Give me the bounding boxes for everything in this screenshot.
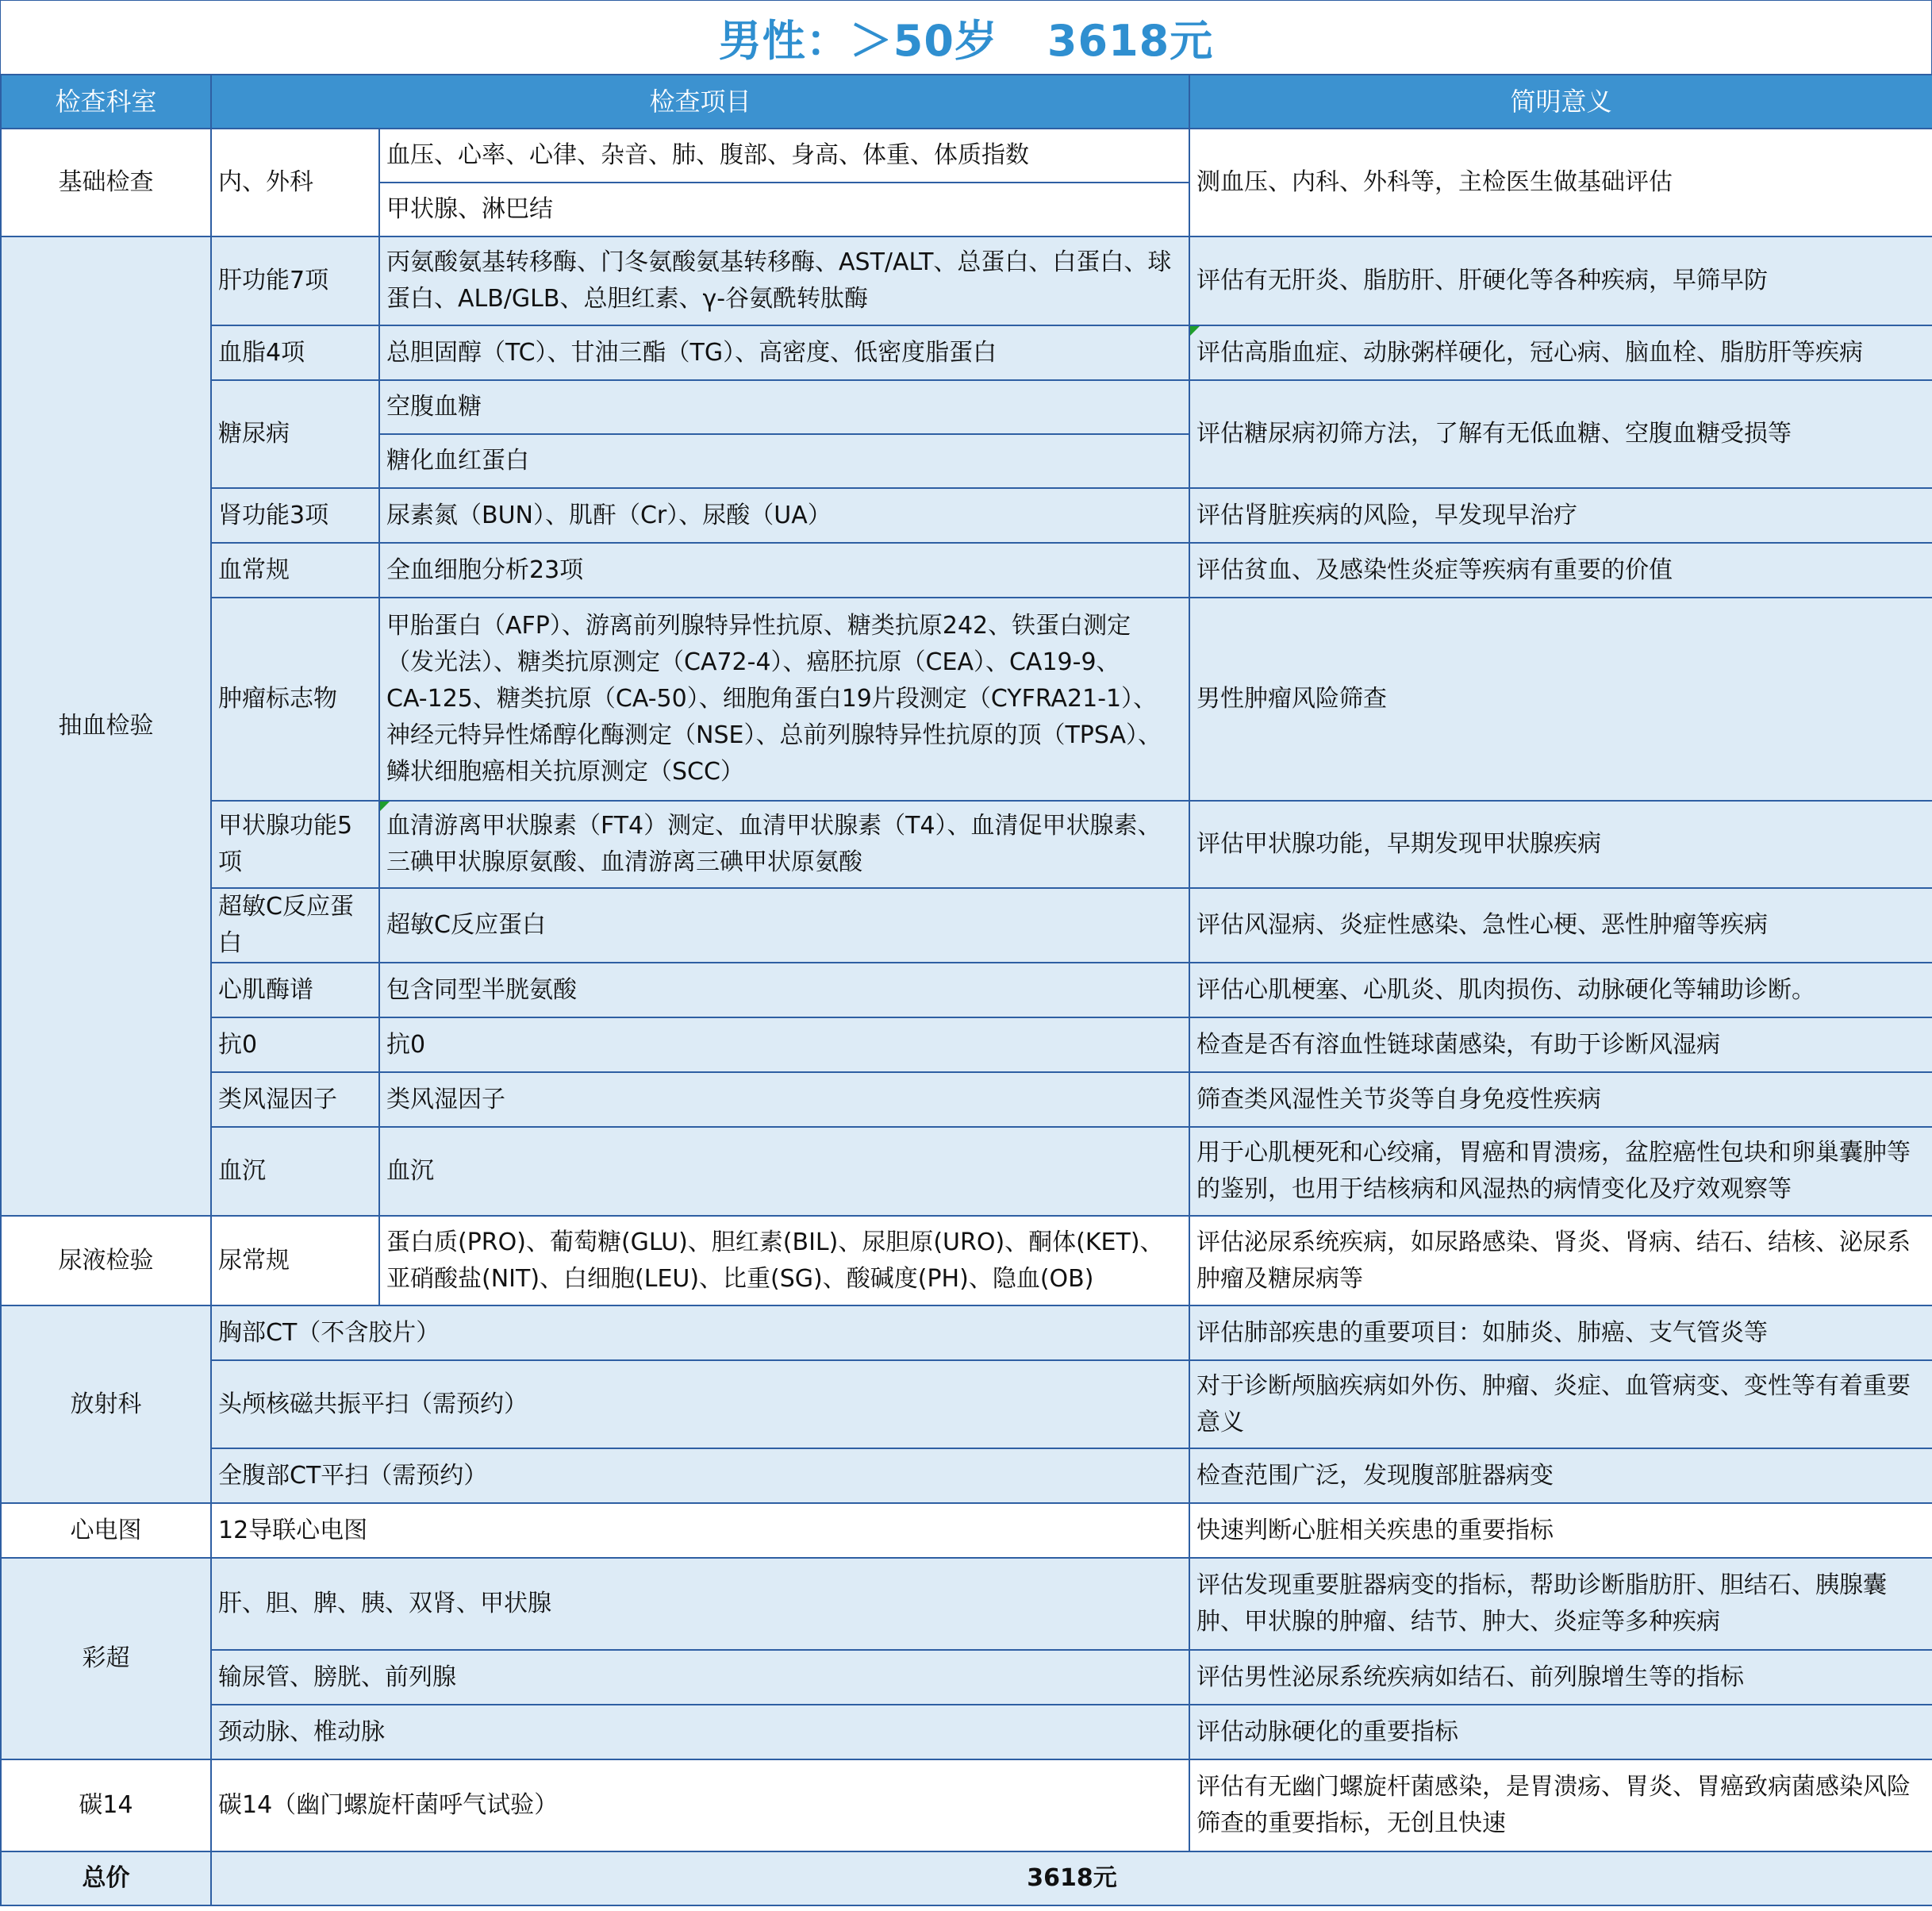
meaning-cell: 对于诊断颅脑疾病如外伤、肿瘤、炎症、血管病变、变性等有着重要意义 [1189,1360,1932,1448]
table-row [1,963,1932,1017]
sub-cell: 血常规 [211,543,379,598]
meaning-cell: 评估发现重要脏器病变的指标，帮助诊断脂肪肝、胆结石、胰腺囊肿、甲状腺的肿瘤、结节、肿大、炎症等多种疾病 [1189,1558,1932,1650]
header-dept: 检查科室 [1,75,211,129]
title-price: 3618元 [1047,16,1214,66]
item-cell: 血压、心率、心律、杂音、肺、腹部、身高、体重、体质指数 [379,129,1189,183]
tumor-line: （发光法）、糖类抗原测定（CA72-4）、癌胚抗原（CEA）、CA19-9、 [386,648,1120,676]
meaning-cell: 评估高脂血症、动脉粥样硬化，冠心病、脑血栓、脂肪肝等疾病 [1189,325,1932,380]
sub-cell: 肾功能3项 [211,488,379,543]
dept-cell: 彩超 [1,1558,211,1759]
sub-cell: 血脂4项 [211,325,379,380]
table-row [1,1558,1932,1650]
item-cell: 丙氨酸氨基转移酶、门冬氨酸氨基转移酶、AST/ALT、总蛋白、白蛋白、球蛋白、ALB/GLB、总胆红素、γ-谷氨酰转肽酶 [379,236,1189,325]
sub-cell: 类风湿因子 [211,1072,379,1127]
meaning-cell: 男性肿瘤风险筛查 [1189,598,1932,801]
item-cell: 碳14（幽门螺旋杆菌呼气试验） [211,1759,1189,1851]
table-row [1,1503,1932,1558]
table-row [1,325,1932,380]
table-row [1,380,1932,434]
tumor-line: 鳞状细胞癌相关抗原测定（SCC） [386,758,744,786]
item-cell: 糖化血红蛋白 [379,434,1189,488]
sub-cell: 糖尿病 [211,380,379,488]
tumor-line: 神经元特异性烯醇化酶测定（NSE）、总前列腺特异性抗原的顶（TPSA）、 [386,721,1162,749]
sub-cell: 肝功能7项 [211,236,379,325]
meaning-cell: 评估肾脏疾病的风险，早发现早治疗 [1189,488,1932,543]
item-cell: 胸部CT（不含胶片） [211,1305,1189,1360]
meaning-cell: 评估肺部疾患的重要项目：如肺炎、肺癌、支气管炎等 [1189,1305,1932,1360]
item-cell: 空腹血糖 [379,380,1189,434]
total-row [1,1851,1932,1905]
table-row [1,1127,1932,1216]
meaning-cell: 评估甲状腺功能，早期发现甲状腺疾病 [1189,801,1932,888]
dept-cell: 基础检查 [1,129,211,236]
table-row [1,1448,1932,1503]
meaning-cell: 筛查类风湿性关节炎等自身免疫性疾病 [1189,1072,1932,1127]
meaning-cell: 检查是否有溶血性链球菌感染，有助于诊断风湿病 [1189,1017,1932,1072]
total-value: 3618元 [211,1851,1932,1905]
meaning-cell: 评估贫血、及感染性炎症等疾病有重要的价值 [1189,543,1932,598]
meaning-cell: 评估风湿病、炎症性感染、急性心梗、恶性肿瘤等疾病 [1189,888,1932,963]
meaning-cell: 评估动脉硬化的重要指标 [1189,1705,1932,1759]
title-main: 男性：＞50岁 [718,16,998,66]
table-row [1,129,1932,183]
dept-cell: 抽血检验 [1,236,211,1216]
item-cell: 蛋白质(PRO)、葡萄糖(GLU)、胆红素(BIL)、尿胆原(URO)、酮体(KET)、亚硝酸盐(NIT)、白细胞(LEU)、比重(SG)、酸碱度(PH)、隐血(OB) [379,1216,1189,1305]
header-item: 检查项目 [211,75,1189,129]
total-label: 总价 [1,1851,211,1905]
tumor-line: CA-125、糖类抗原（CA-50）、细胞角蛋白19片段测定（CYFRA21-1）、 [386,685,1158,713]
item-cell: 颈动脉、椎动脉 [211,1705,1189,1759]
meaning-cell: 评估有无幽门螺旋杆菌感染，是胃溃疡、胃炎、胃癌致病菌感染风险筛查的重要指标，无创且快速 [1189,1759,1932,1851]
item-cell: 包含同型半胱氨酸 [379,963,1189,1017]
item-cell: 血沉 [379,1127,1189,1216]
header-row [1,75,1932,129]
sub-cell: 尿常规 [211,1216,379,1305]
sub-cell: 超敏C反应蛋白 [211,888,379,963]
table-row [1,1650,1932,1705]
sub-cell: 血沉 [211,1127,379,1216]
item-cell: 类风湿因子 [379,1072,1189,1127]
table-row [1,543,1932,598]
item-cell: 抗0 [379,1017,1189,1072]
table-row [1,1360,1932,1448]
dept-cell: 放射科 [1,1305,211,1503]
sub-cell: 抗0 [211,1017,379,1072]
sub-cell: 肿瘤标志物 [211,598,379,801]
item-cell: 全腹部CT平扫（需预约） [211,1448,1189,1503]
sub-cell: 心肌酶谱 [211,963,379,1017]
sub-cell: 内、外科 [211,129,379,236]
item-cell: 输尿管、膀胱、前列腺 [211,1650,1189,1705]
item-cell: 肝、胆、脾、胰、双肾、甲状腺 [211,1558,1189,1650]
table-row [1,888,1932,963]
item-cell: 尿素氮（BUN）、肌酐（Cr）、尿酸（UA） [379,488,1189,543]
item-cell: 总胆固醇（TC）、甘油三酯（TG）、高密度、低密度脂蛋白 [379,325,1189,380]
item-cell: 全血细胞分析23项 [379,543,1189,598]
table-row [1,1017,1932,1072]
table-row [1,598,1932,801]
meaning-cell: 评估有无肝炎、脂肪肝、肝硬化等各种疾病，早筛早防 [1189,236,1932,325]
table-row [1,1305,1932,1360]
item-cell: 甲状腺、淋巴结 [379,183,1189,236]
meaning-cell: 检查范围广泛，发现腹部脏器病变 [1189,1448,1932,1503]
item-cell: 头颅核磁共振平扫（需预约） [211,1360,1189,1448]
table-row [1,1216,1932,1305]
table-row [1,1072,1932,1127]
meaning-cell: 评估泌尿系统疾病，如尿路感染、肾炎、肾病、结石、结核、泌尿系肿瘤及糖尿病等 [1189,1216,1932,1305]
item-cell: 12导联心电图 [211,1503,1189,1558]
meaning-cell: 快速判断心脏相关疾患的重要指标 [1189,1503,1932,1558]
meaning-cell: 评估糖尿病初筛方法，了解有无低血糖、空腹血糖受损等 [1189,380,1932,488]
meaning-cell: 评估心肌梗塞、心肌炎、肌肉损伤、动脉硬化等辅助诊断。 [1189,963,1932,1017]
exam-table [0,74,1932,1906]
table-row [1,488,1932,543]
table-row [1,801,1932,888]
meaning-cell: 用于心肌梗死和心绞痛，胃癌和胃溃疡，盆腔癌性包块和卵巢囊肿等的鉴别，也用于结核病和风湿热的病情变化及疗效观察等 [1189,1127,1932,1216]
meaning-cell: 评估男性泌尿系统疾病如结石、前列腺增生等的指标 [1189,1650,1932,1705]
sub-cell: 甲状腺功能5项 [211,801,379,888]
page-title [0,0,1932,75]
table-row [1,236,1932,325]
table-row [1,1705,1932,1759]
item-cell [379,598,1189,801]
dept-cell: 心电图 [1,1503,211,1558]
item-cell: 超敏C反应蛋白 [379,888,1189,963]
dept-cell: 碳14 [1,1759,211,1851]
table-row [1,1759,1932,1851]
dept-cell: 尿液检验 [1,1216,211,1305]
meaning-cell: 测血压、内科、外科等，主检医生做基础评估 [1189,129,1932,236]
item-cell: 血清游离甲状腺素（FT4）测定、血清甲状腺素（T4）、血清促甲状腺素、三碘甲状腺原氨酸、血清游离三碘甲状原氨酸 [379,801,1189,888]
header-meaning: 简明意义 [1189,75,1932,129]
tumor-line: 甲胎蛋白（AFP）、游离前列腺特异性抗原、糖类抗原242、铁蛋白测定 [386,612,1131,640]
